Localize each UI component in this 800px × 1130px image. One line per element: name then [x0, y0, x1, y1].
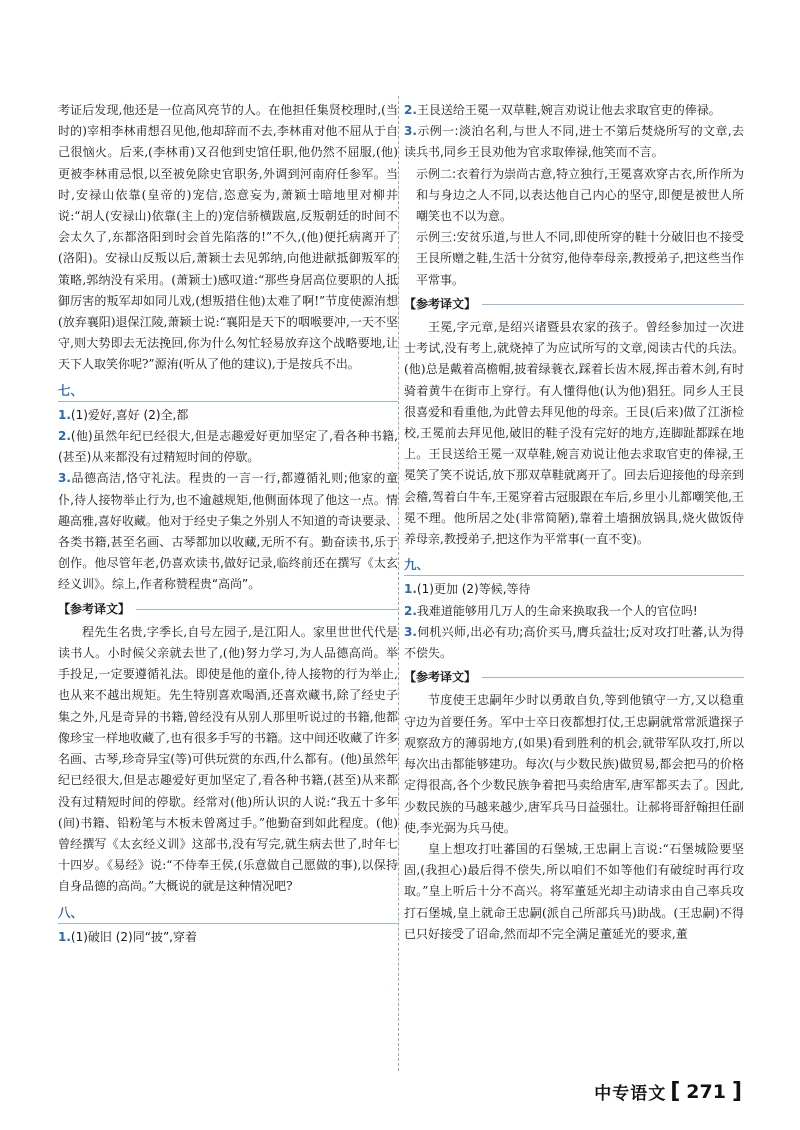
- answer-number: 2.: [404, 103, 417, 117]
- left-column: [58, 100, 398, 948]
- right-column: [404, 100, 744, 945]
- section-header-9: 九、: [404, 554, 744, 576]
- column-divider: [398, 96, 399, 1071]
- translation-9-part-1: 节度使王忠嗣年少时以勇敢自负,等到他镇守一方,又以稳重守边为首要任务。军中士卒日夜都想打仗,王忠嗣就常常派遣探子观察敌方的薄弱地方,(如果)看到胜利的机会,就带军队攻打,所以每次出击都能够建功。每次(与少数民族)做贸易,都会把马的价格定得很高,各个少数民族争着把马卖给唐军,唐军都买去了。因此,少数民族的马越来越少,唐军兵马日益强壮。让郝将哥舒翰担任副使,李光弼为兵马使。: [404, 693, 744, 835]
- translation-8: 王冕,字元章,是绍兴诸暨县农家的孩子。曾经参加过一次进士考试,没有考上,就烧掉了为应试所写的文章,阅读古代的兵法。(他)总是戴着高檐帽,披着绿蓑衣,踩着长齿木屐,挥击着木剑,有时骑着黄牛在街市上穿行。有人懂得他(认为他)猖狂。同乡人王艮很喜爱和看重他,为此曾去拜见他的母亲。王艮(后来)做了江浙检校,王冕前去拜见他,破旧的鞋子没有完好的地方,连脚趾都踩在地上。王艮送给王冕一双草鞋,婉言劝说让他去求取官吏的俸禄,王冕笑了笑不说话,放下那双草鞋就离开了。回去后迎接他的母亲到会稽,驾着白牛车,王冕穿着古冠服跟在车后,乡里小儿都嘲笑他,王冕不理。他所居之处(非常简陋),靠着土墙捆放锅具,烧火做饭侍养母亲,教授弟子,把这作为平常事(一直不变)。: [404, 320, 744, 547]
- answer-text: (他)虽然年纪已经很大,但是志趣爱好更加坚定了,看各种书籍,(甚至)从来都没有过精短时间的停歇。: [58, 429, 398, 465]
- answer-text: 示例一:淡泊名利,与世人不同,进士不第后焚烧所写的文章,去读兵书,同乡王艮劝他为官求取俸禄,他笑而不言。: [404, 124, 744, 160]
- answer-7-2: [58, 426, 398, 468]
- answer-text: (1)更加 (2)等候,等待: [416, 582, 531, 597]
- answer-text: 品德高洁,恪守礼法。程贵的一言一行,都遵循礼则;他家的童仆,待人接物举止行为,也不逾越规矩,他侧面体现了他这一点。情趣高雅,喜好收藏。他对于经史子集之外别人不知道的奇诀要录、各类书籍,甚至名画、古琴都加以收藏,无所不有。勤奋读书,乐于创作。他尽管年老,仍喜欢读书,做好记录,临终前还在撰写《太玄经义训》。综上,作者称赞程贵“高尚”。: [58, 471, 398, 592]
- answer-number: 3.: [404, 124, 417, 139]
- section-header-8: 八、: [58, 902, 398, 924]
- left-bracket-icon: [: [670, 1078, 681, 1104]
- page-number: 271: [686, 1080, 726, 1103]
- footer-subject-label: 中专语文: [594, 1084, 667, 1104]
- answer-8-2: [404, 100, 744, 121]
- translation-paragraph-6-end: 考证后发现,他还是一位高风亮节的人。在他担任集贤校理时,(当时的)宰相李林甫想召见他,他却辞而不去,李林甫对他不屈从于自己很恼火。后来,(李林甫)又召他到史馆任职,他仍然不屈服,(他)更被李林甫忌恨,以至被免除史官职务,外调到河南府任参军。当时,安禄山依靠(皇帝的)宠信,恣意妄为,萧颖士暗地里对柳并说:“胡人(安禄山)依靠(主上的)宠信骄横跋扈,反叛朝廷的时间不会太久了,东都洛阳到时会首先陷落的!”不久,(他)便托病离开了(洛阳)。安禄山反叛以后,萧颖士去见郭纳,向他进献抵御叛军的策略,郭纳没有采用。(萧颖士)感叹道:“那些身居高位要职的人抵御厉害的叛军却如同儿戏,(想叛措住他)太难了啊!”节度使源洧想(放弃襄阳)退保江陵,萧颖士说:“襄阳是天下的咽喉要冲,一天不坚守,则大势即去无法挽回,你为什么匆忙轻易放弃这个战略要地,让天下人取笑你呢?”源洧(听从了他的建议),于是按兵不出。: [58, 103, 398, 372]
- answer-8-3-example-2: 示例二:衣着行为崇尚古意,特立独行,王冕喜欢穿古衣,所作所为和与身边之人不同,以表达他自己内心的坚守,即便是被世人所嘲笑也不以为意。: [416, 166, 744, 224]
- answer-number: 1.: [404, 582, 417, 597]
- answer-number: 2.: [404, 603, 417, 618]
- answer-number: 2.: [58, 429, 71, 444]
- answer-7-1: [58, 405, 398, 426]
- answer-9-2: [404, 601, 744, 622]
- reference-translation-header: 【参考译文】: [404, 667, 744, 688]
- right-bracket-icon: ]: [731, 1078, 742, 1104]
- answer-text: (1)破旧 (2)同“披”,穿着: [70, 929, 197, 944]
- answer-number: 3.: [58, 471, 71, 486]
- answer-number: 1.: [58, 929, 71, 944]
- answer-8-1: [58, 927, 398, 948]
- answer-9-1: [404, 579, 744, 600]
- answer-8-3-example-3: 示例三:安贫乐道,与世人不同,即使所穿的鞋十分破旧也不接受王艮所赠之鞋,生活十分贫穷,他侍奉母亲,教授弟子,把这些当作平常事。: [416, 230, 744, 287]
- answer-text: 伺机兴师,出必有功;高价买马,膺兵益壮;反对攻打吐蕃,认为得不偿失。: [404, 624, 744, 661]
- section-header-7: 七、: [58, 380, 398, 402]
- answer-text: 王艮送给王冕一双草鞋,婉言劝说让他去求取官吏的俸禄。: [416, 103, 721, 117]
- reference-translation-header: 【参考译文】: [404, 294, 744, 315]
- translation-7: 程先生名贵,字季长,自号左园子,是江阳人。家里世世代代是读书人。小时候父亲就去世了,(他)努力学习,为人品德高尚。举手投足,一定要遵循礼法。即使是他的童仆,待人接物的行为举止,也从来不越出规矩。先生特别喜欢喝酒,还喜欢藏书,除了经史子集之外,凡是奇异的书籍,曾经没有从别人那里听说过的书籍,他都像珍宝一样地收藏了,也有很多手写的书籍。这中间还收藏了许多名画、古琴,珍奇异宝(等)可供玩赏的东西,什么都有。(他)虽然年纪已经很大,但是志趣爱好更加坚定了,看各种书籍,(甚至)从来都没有过精短时间的停歇。经常对(他)所认识的人说:“我五十多年(间)书籍、铅粉笔与木板未曾离过手。”他勤奋到如此程度。(他)曾经撰写《太玄经义训》这部书,没有写完,就生病去世了,时年七十四岁。《易经》说:“不侍奉王侯,(乐意做自己愿做的事),以保持自身品德的高尚。”大概说的就是这种情况吧?: [58, 624, 398, 894]
- answer-text: 我难道能够用几万人的生命来换取我一个人的官位吗!: [416, 603, 698, 618]
- reference-translation-header: 【参考译文】: [58, 599, 398, 620]
- answer-7-3: [58, 468, 398, 595]
- answer-8-3: [404, 121, 744, 163]
- answer-number: 1.: [58, 407, 71, 422]
- translation-9-part-2: 皇上想攻打吐蕃国的石堡城,王忠嗣上言说:“石堡城险要坚固,(我担心)最后得不偿失,所以咱们不如等他们有破绽时再行攻取。”皇上听后十分不高兴。将军董延光却主动请求由自己率兵攻打石堡城,皇上就命王忠嗣(派自己所部兵马)助战。(王忠嗣)不得已只好接受了诏命,然而却不完全满足董延光的要求,董: [404, 841, 744, 941]
- page-footer: [594, 1079, 742, 1104]
- answer-text: (1)爱好,喜好 (2)全,都: [70, 407, 189, 422]
- answer-9-3: [404, 622, 744, 664]
- answer-number: 3.: [404, 624, 417, 639]
